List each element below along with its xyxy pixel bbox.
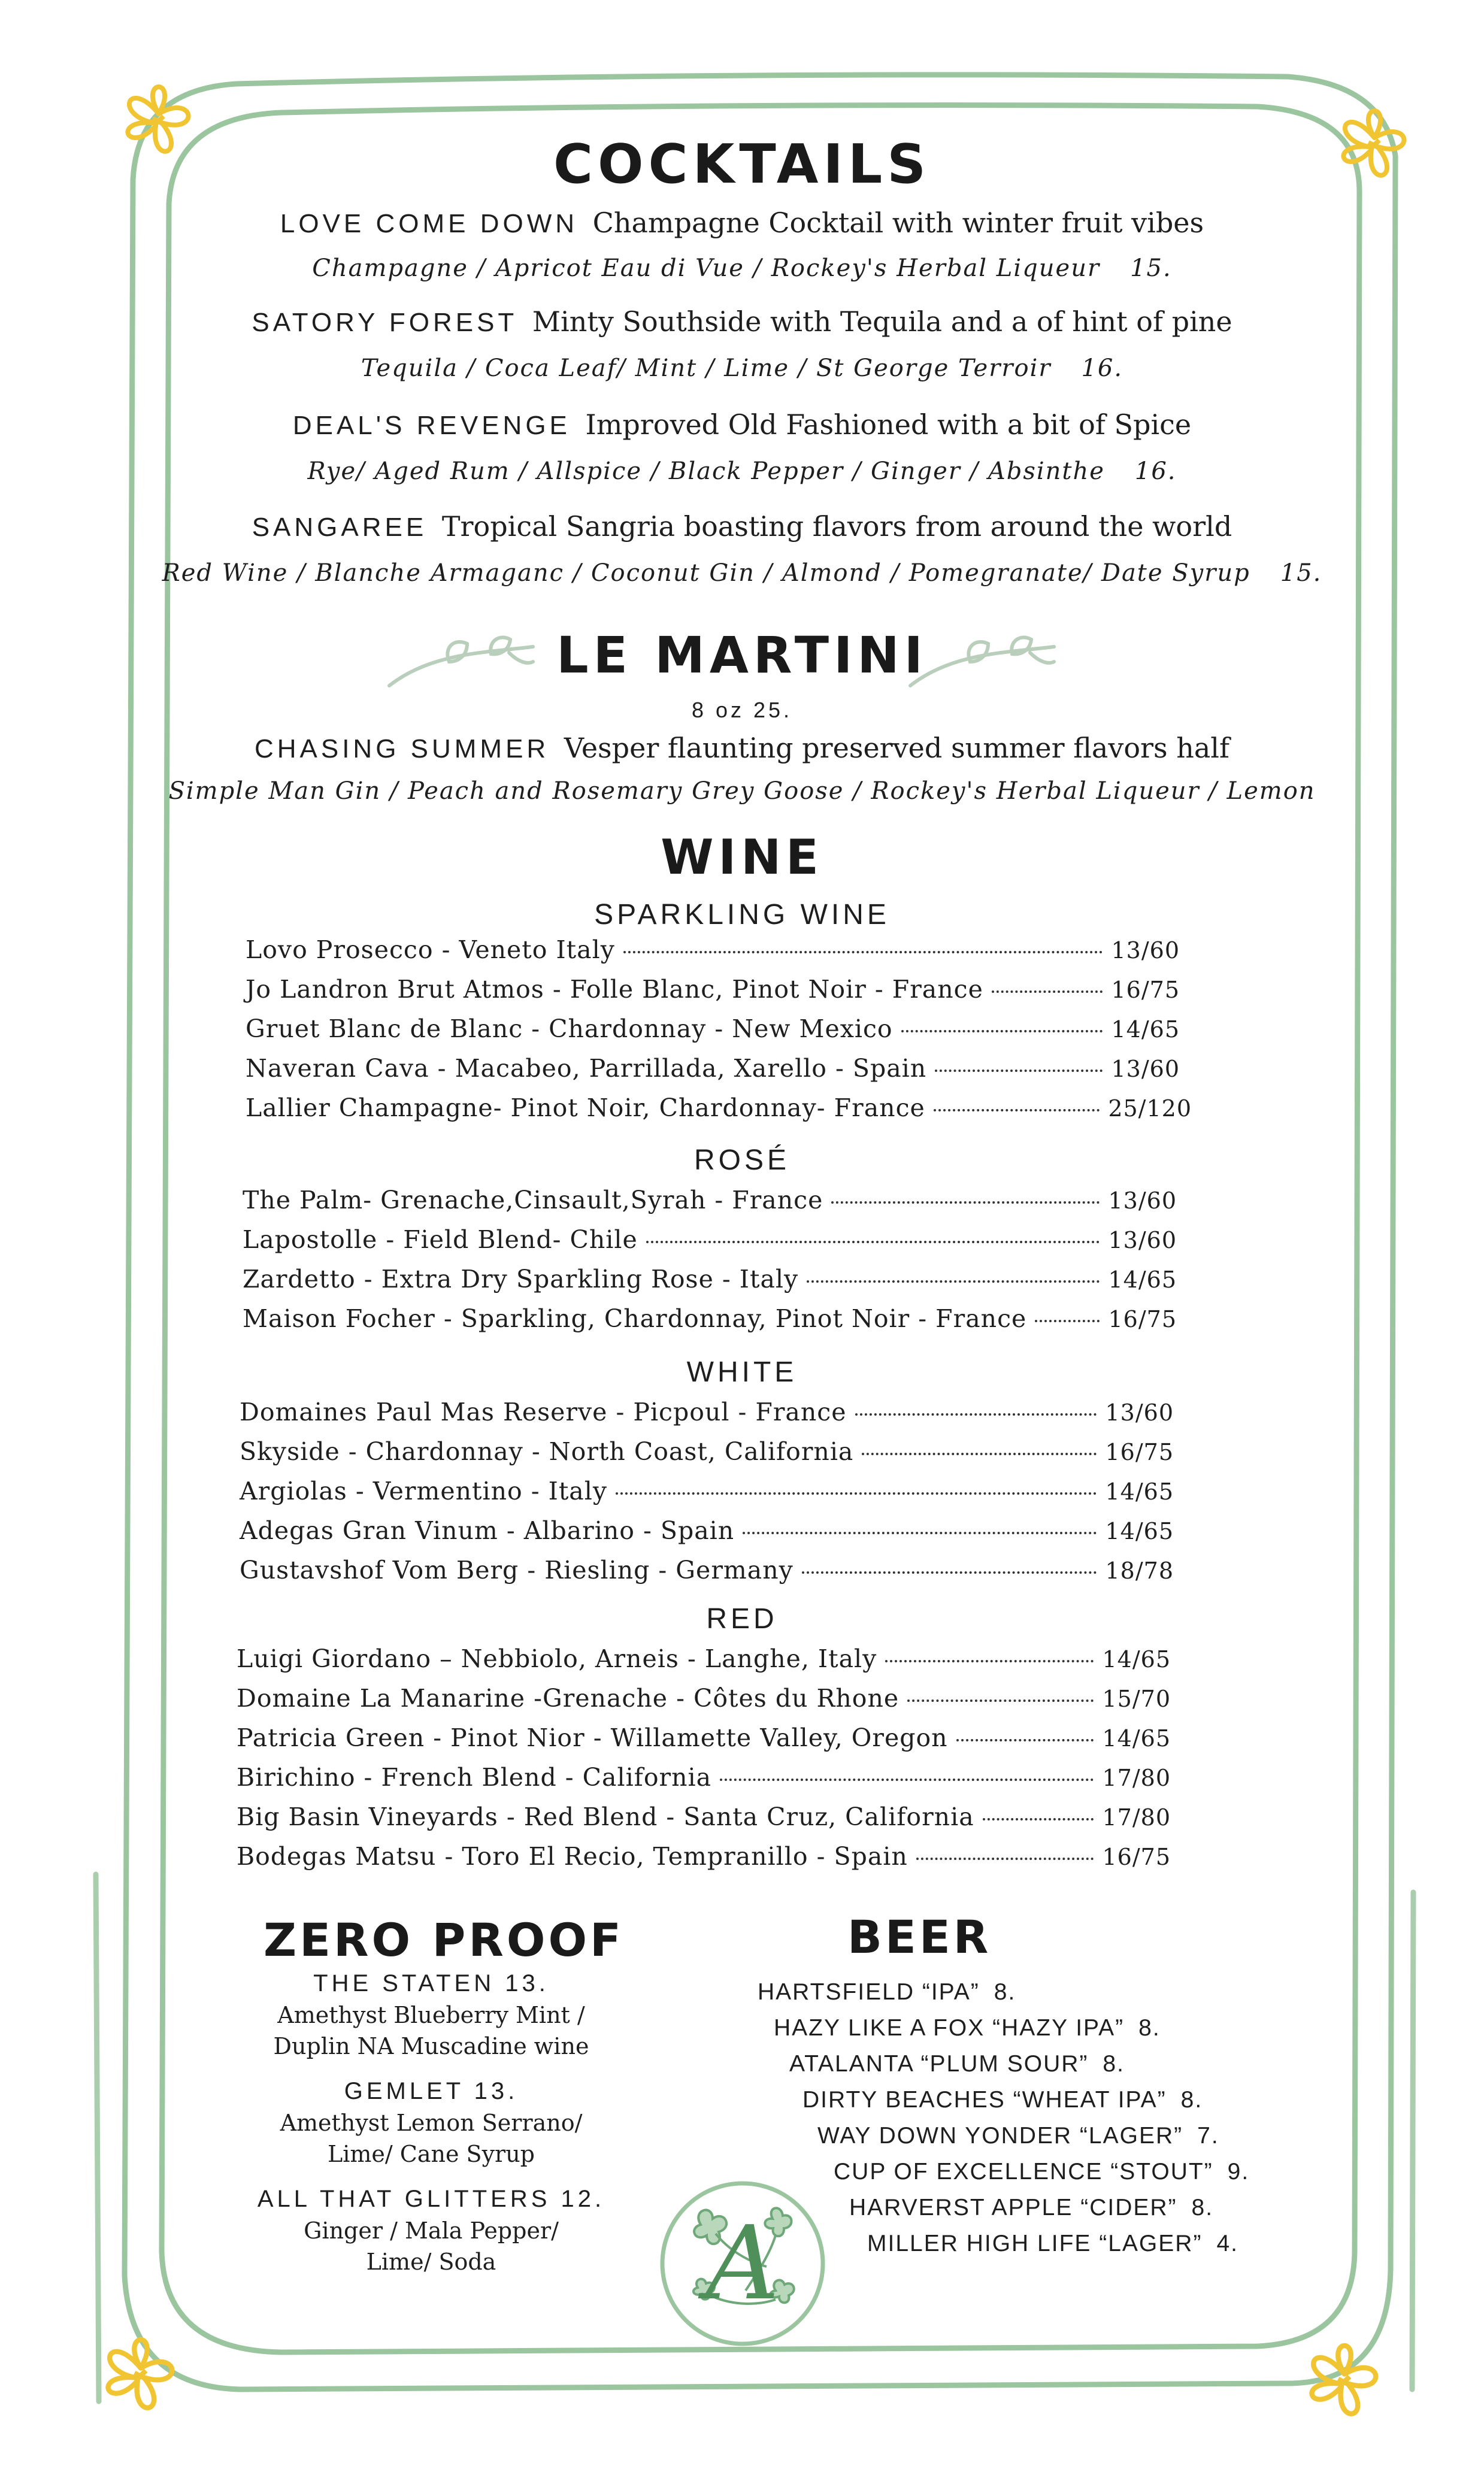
wine-price: 14/65 [1105, 1518, 1174, 1544]
wine-price: 25/120 [1108, 1095, 1192, 1122]
zp-name: THE STATEN [313, 1970, 495, 1997]
cocktail-price: 15. [1130, 255, 1172, 282]
wine-price: 16/75 [1102, 1844, 1171, 1870]
zp-name: ALL THAT GLITTERS [257, 2186, 551, 2212]
cocktail-ingredients [120, 458, 1364, 485]
zp-line2: Duplin NA Muscadine wine [273, 2033, 589, 2059]
wine-price: 16/75 [1105, 1439, 1174, 1465]
cocktail-ingredients [120, 355, 1364, 382]
martini-ingredients: Simple Man Gin / Peach and Rosemary Grey Goose / Rockey's Herbal Liqueur / Lemon [168, 777, 1316, 805]
wine-price: 13/60 [1108, 1187, 1177, 1214]
martini-title: LE MARTINI [556, 626, 928, 684]
wine-row [237, 1802, 1171, 1831]
beer-name: HARTSFIELD “IPA” [758, 1979, 980, 2005]
wine-name: Lallier Champagne- Pinot Noir, Chardonnay- France [246, 1093, 925, 1122]
beer-price: 7. [1197, 2123, 1219, 2149]
wine-price: 13/60 [1105, 1399, 1174, 1426]
wine-row [240, 1477, 1174, 1505]
cocktail-ingredients [120, 255, 1364, 282]
flower-bottom-right-icon [1288, 2323, 1401, 2437]
cocktail-price: 16. [1081, 355, 1123, 382]
wine-price: 13/60 [1111, 937, 1180, 964]
zp-line1: Amethyst Lemon Serrano/ [280, 2110, 583, 2136]
cocktail-ingredients [120, 559, 1364, 587]
beer-price: 8. [1103, 2051, 1125, 2077]
beer-item [774, 2015, 1161, 2041]
cocktail-name: SATORY FOREST [252, 308, 518, 337]
cocktail-name-line [120, 510, 1364, 543]
zero-proof-item [246, 1970, 617, 2062]
wine-name: Gustavshof Vom Berg - Riesling - Germany [240, 1556, 794, 1585]
wine-row [240, 1437, 1174, 1466]
wine-row [237, 1723, 1171, 1752]
beer-price: 8. [1191, 2195, 1214, 2220]
wine-row [246, 975, 1180, 1004]
cocktail-desc: Tropical Sangria boasting flavors from around the world [441, 510, 1232, 543]
wine-row [246, 1093, 1192, 1122]
wine-row [240, 1516, 1174, 1545]
beer-price: 9. [1227, 2159, 1250, 2185]
cocktail-desc: Champagne Cocktail with winter fruit vibes [592, 207, 1204, 239]
martini-size-price: 8 oz 25. [691, 698, 793, 722]
martini-name-line [120, 732, 1364, 764]
beer-price: 8. [994, 1979, 1016, 2005]
wine-name: The Palm- Grenache,Cinsault,Syrah - France [243, 1186, 823, 1214]
wine-price: 14/65 [1102, 1646, 1171, 1673]
zero-proof-title: ZERO PROOF [264, 1913, 624, 1967]
martini-desc: Vesper flaunting preserved summer flavors half [564, 732, 1230, 764]
red-heading: RED [706, 1603, 778, 1635]
cocktail-name-line [120, 408, 1364, 441]
beer-price: 8. [1180, 2087, 1203, 2113]
ingredients-text: Champagne / Apricot Eau di Vue / Rockey's Herbal Liqueur [312, 255, 1101, 282]
zero-proof-item [246, 2078, 617, 2170]
wine-row [237, 1644, 1171, 1673]
zp-line2: Lime/ Cane Syrup [327, 2141, 535, 2167]
wine-name: Patricia Green - Pinot Nior - Willamette Valley, Oregon [237, 1723, 948, 1752]
cocktail-name: DEAL'S REVENGE [292, 411, 571, 440]
wine-row [243, 1265, 1177, 1293]
flower-bottom-left-icon [84, 2318, 198, 2431]
wine-title: WINE [661, 829, 823, 885]
wine-name: Maison Focher - Sparkling, Chardonnay, Pinot Noir - France [243, 1304, 1027, 1333]
beer-name: HAZY LIKE A FOX “HAZY IPA” [774, 2015, 1125, 2041]
wine-row [240, 1556, 1174, 1585]
cocktails-title: COCKTAILS [553, 133, 931, 196]
beer-name: MILLER HIGH LIFE “LAGER” [867, 2231, 1203, 2256]
wine-name: Luigi Giordano – Nebbiolo, Arneis - Langhe, Italy [237, 1644, 877, 1673]
zp-price: 13. [505, 1970, 549, 1997]
wine-name: Zardetto - Extra Dry Sparkling Rose - Italy [243, 1265, 799, 1293]
cocktail-price: 16. [1134, 458, 1177, 485]
beer-item [867, 2231, 1238, 2257]
cocktail-name-line [120, 305, 1364, 338]
wine-price: 17/80 [1102, 1765, 1171, 1791]
wine-name: Birichino - French Blend - California [237, 1763, 712, 1792]
zp-price: 13. [474, 2078, 519, 2104]
ingredients-text: Rye/ Aged Rum / Allspice / Black Pepper / Ginger / Absinthe [307, 458, 1105, 485]
cocktail-desc: Improved Old Fashioned with a bit of Spice [585, 408, 1192, 441]
zp-name: GEMLET [344, 2078, 464, 2104]
sparkling-heading: SPARKLING WINE [594, 899, 890, 931]
beer-item [758, 1979, 1016, 2006]
wine-name: Adegas Gran Vinum - Albarino - Spain [240, 1516, 735, 1545]
wine-name: Lovo Prosecco - Veneto Italy [246, 935, 615, 964]
wine-name: Bodegas Matsu - Toro El Recio, Tempranillo - Spain [237, 1842, 908, 1871]
wine-price: 14/65 [1102, 1725, 1171, 1752]
wine-name: Domaine La Manarine -Grenache - Côtes du Rhone [237, 1684, 900, 1713]
zp-line1: Ginger / Mala Pepper/ [304, 2217, 559, 2244]
beer-name: ATALANTA “PLUM SOUR” [789, 2051, 1089, 2077]
wine-price: 16/75 [1111, 977, 1180, 1003]
ingredients-text: Tequila / Coca Leaf/ Mint / Lime / St George Terroir [361, 355, 1052, 382]
beer-price: 8. [1138, 2015, 1161, 2041]
wine-price: 14/65 [1108, 1267, 1177, 1293]
restaurant-logo [656, 2177, 829, 2350]
beer-item [834, 2159, 1249, 2185]
wine-name: Skyside - Chardonnay - North Coast, California [240, 1437, 854, 1466]
beer-item [802, 2087, 1203, 2113]
cocktail-price: 15. [1280, 559, 1322, 587]
beer-item [789, 2051, 1125, 2077]
wine-price: 13/60 [1108, 1227, 1177, 1253]
wine-row [243, 1304, 1177, 1333]
zero-proof-item [246, 2186, 617, 2277]
vine-right-icon [904, 629, 1060, 695]
wine-price: 13/60 [1111, 1056, 1180, 1082]
beer-item [817, 2123, 1219, 2149]
cocktail-name: SANGAREE [252, 513, 428, 542]
wine-name: Gruet Blanc de Blanc - Chardonnay - New Mexico [246, 1014, 893, 1043]
beer-name: WAY DOWN YONDER “LAGER” [817, 2123, 1183, 2149]
wine-name: Argiolas - Vermentino - Italy [240, 1477, 608, 1505]
wine-row [237, 1763, 1171, 1792]
beer-name: CUP OF EXCELLENCE “STOUT” [834, 2159, 1213, 2185]
wine-price: 17/80 [1102, 1804, 1171, 1831]
wine-name: Naveran Cava - Macabeo, Parrillada, Xarello - Spain [246, 1054, 927, 1083]
zp-line1: Amethyst Blueberry Mint / [277, 2002, 585, 2028]
cocktail-name: LOVE COME DOWN [280, 209, 579, 238]
wine-row [246, 1054, 1180, 1083]
wine-price: 14/65 [1105, 1479, 1174, 1505]
cocktail-desc: Minty Southside with Tequila and a of hint of pine [532, 305, 1232, 338]
wine-row [237, 1842, 1171, 1871]
logo-letter: A [705, 2204, 780, 2323]
white-heading: WHITE [686, 1356, 798, 1388]
wine-row [243, 1225, 1177, 1254]
cocktail-name-line [120, 207, 1364, 239]
wine-row [246, 1014, 1180, 1043]
beer-item [849, 2195, 1213, 2221]
zp-price: 12. [561, 2186, 605, 2212]
martini-name: CHASING SUMMER [254, 734, 550, 764]
rose-heading: ROSÉ [693, 1144, 791, 1176]
wine-row [246, 935, 1180, 964]
wine-price: 16/75 [1108, 1306, 1177, 1332]
wine-row [237, 1684, 1171, 1713]
beer-name: HARVERST APPLE “CIDER” [849, 2195, 1177, 2220]
wine-name: Domaines Paul Mas Reserve - Picpoul - France [240, 1398, 847, 1426]
wine-name: Lapostolle - Field Blend- Chile [243, 1225, 638, 1254]
wine-price: 18/78 [1105, 1558, 1174, 1584]
wine-name: Jo Landron Brut Atmos - Folle Blanc, Pinot Noir - France [246, 975, 983, 1004]
wine-row [240, 1398, 1174, 1426]
ingredients-text: Red Wine / Blanche Armaganc / Coconut Gin / Almond / Pomegranate/ Date Syrup [162, 559, 1250, 587]
wine-price: 14/65 [1111, 1016, 1180, 1043]
beer-title: BEER [847, 1910, 992, 1964]
wine-price: 15/70 [1102, 1686, 1171, 1712]
wine-row [243, 1186, 1177, 1214]
wine-name: Big Basin Vineyards - Red Blend - Santa Cruz, California [237, 1802, 974, 1831]
zp-line2: Lime/ Soda [366, 2249, 496, 2275]
beer-name: DIRTY BEACHES “WHEAT IPA” [802, 2087, 1167, 2113]
beer-price: 4. [1216, 2231, 1238, 2256]
